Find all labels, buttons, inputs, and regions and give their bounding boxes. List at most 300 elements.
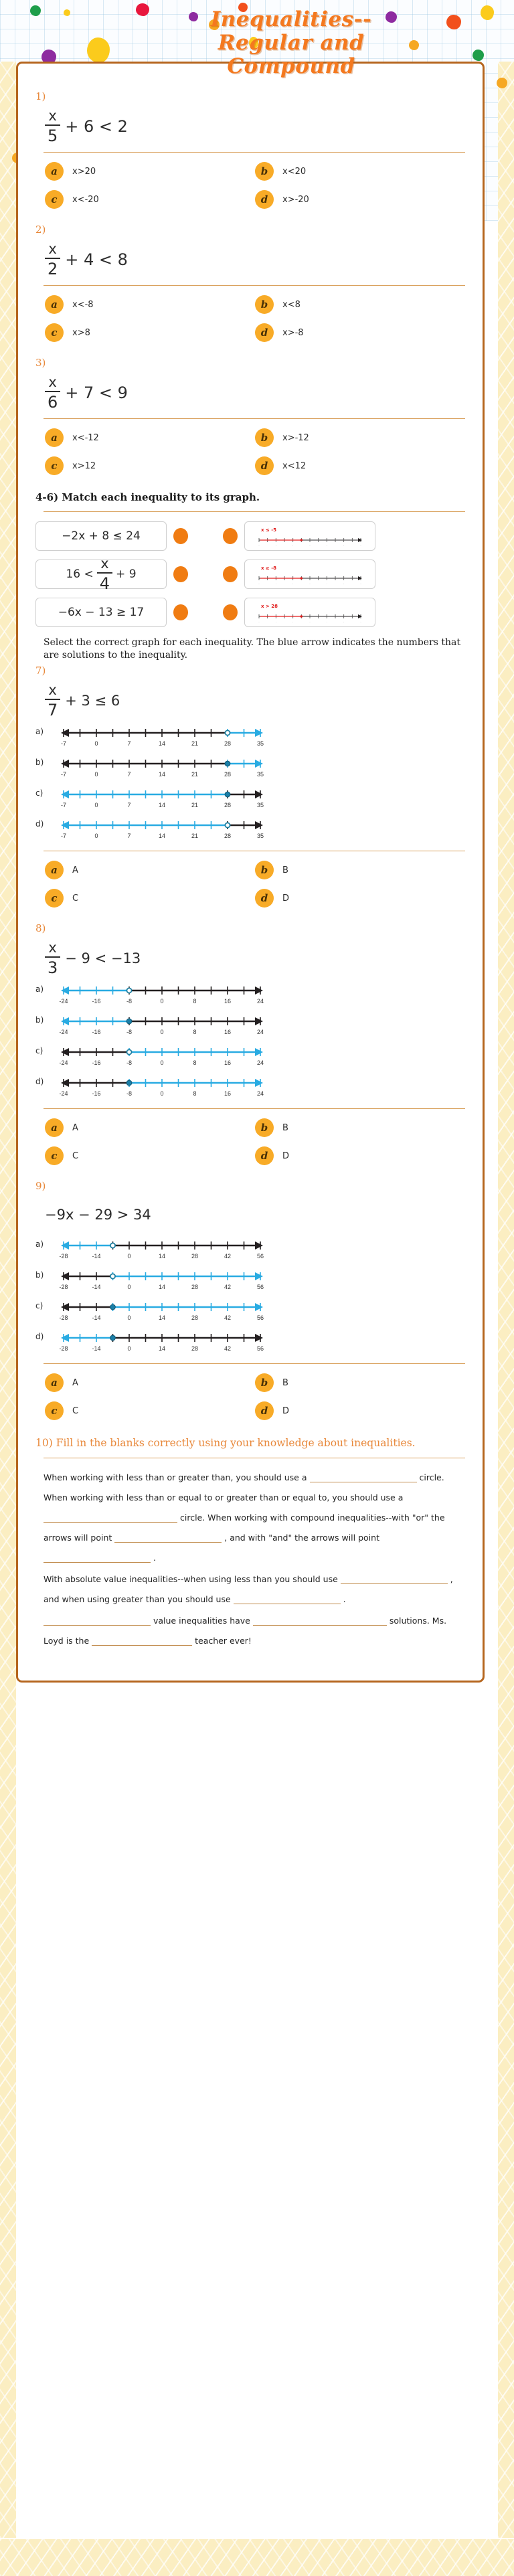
svg-text:28: 28 <box>191 1345 199 1352</box>
graph-question-8-choices <box>45 1118 465 1171</box>
paint-splatter-23 <box>481 5 494 20</box>
matching-rows <box>35 521 465 627</box>
fib-blank-3[interactable] <box>114 1533 222 1543</box>
choice-a[interactable] <box>45 428 255 447</box>
svg-text:56: 56 <box>256 1284 264 1290</box>
divider <box>44 152 465 153</box>
number-line-option-b[interactable] <box>35 753 465 781</box>
svg-text:-16: -16 <box>92 998 101 1005</box>
choice-c[interactable] <box>45 323 255 342</box>
choice-bubble-c[interactable]: c <box>45 323 64 342</box>
graph-question-9-choices <box>45 1373 465 1426</box>
fib-blank-6[interactable] <box>234 1594 341 1604</box>
choice-a[interactable] <box>45 295 255 314</box>
matching-inequality-box-1[interactable] <box>35 521 167 551</box>
choice-b[interactable] <box>255 295 465 314</box>
matching-inequality-box-2[interactable] <box>35 555 167 593</box>
number-line-option-a[interactable] <box>35 722 465 750</box>
svg-text:.: . <box>292 582 294 584</box>
svg-text:.: . <box>360 543 361 546</box>
expression-rest: + 3 ≤ 6 <box>65 693 120 709</box>
choice-label-a: A <box>72 865 78 875</box>
choice-label-b: x<20 <box>282 166 307 177</box>
svg-text:0: 0 <box>127 1345 131 1352</box>
question-expression-8 <box>45 941 465 976</box>
svg-text:28: 28 <box>191 1314 199 1321</box>
matching-connector-left-3[interactable] <box>173 604 188 620</box>
choice-a[interactable] <box>45 1118 255 1137</box>
choice-bubble-a[interactable]: a <box>45 295 64 314</box>
svg-text:0: 0 <box>94 771 98 778</box>
fraction-denominator: 3 <box>45 956 60 976</box>
fill-in-blanks-body <box>44 1468 465 1651</box>
graph-question-8 <box>35 922 465 1171</box>
svg-text:.: . <box>258 543 260 546</box>
number-line <box>52 1235 272 1263</box>
paint-splatter-1 <box>136 3 149 16</box>
number-line-letter: c) <box>35 1301 44 1310</box>
svg-text:-28: -28 <box>59 1253 68 1260</box>
svg-text:0: 0 <box>127 1314 131 1321</box>
fill-in-blanks-section <box>35 1436 465 1651</box>
svg-text:.: . <box>343 543 345 546</box>
choice-label-a: x>20 <box>72 166 96 177</box>
matching-connector-right-1[interactable] <box>223 528 238 544</box>
question-number-8: 8) <box>35 922 46 934</box>
choice-d[interactable] <box>255 456 465 475</box>
fraction-numerator: x <box>100 555 109 572</box>
svg-text:16: 16 <box>224 1059 232 1066</box>
svg-text:-14: -14 <box>92 1314 101 1321</box>
number-line-option-b[interactable] <box>35 1011 465 1039</box>
choice-d[interactable] <box>255 889 465 908</box>
svg-text:0: 0 <box>160 998 164 1005</box>
choice-bubble-d[interactable]: d <box>255 456 274 475</box>
fraction <box>45 375 60 410</box>
svg-text:.: . <box>343 582 345 584</box>
fib-text-3: , and with "and" the arrows will point <box>224 1533 379 1543</box>
choice-bubble-a[interactable]: a <box>45 162 64 181</box>
question-expression-7 <box>45 683 465 718</box>
svg-text:28: 28 <box>191 1284 199 1290</box>
choice-d[interactable] <box>255 1401 465 1420</box>
svg-text:-28: -28 <box>59 1284 68 1290</box>
svg-text:56: 56 <box>256 1253 264 1260</box>
svg-text:7: 7 <box>127 771 131 778</box>
choice-bubble-a[interactable]: a <box>45 1118 64 1137</box>
number-line <box>52 1041 272 1069</box>
svg-text:.: . <box>309 620 311 622</box>
svg-text:0: 0 <box>94 740 98 747</box>
divider <box>44 418 465 419</box>
question-number-1: 1) <box>35 90 46 102</box>
choice-bubble-d[interactable]: d <box>255 190 274 209</box>
divider <box>44 1108 465 1109</box>
matching-heading: 4-6) Match each inequality to its graph. <box>35 491 260 503</box>
matching-graph-box-2[interactable] <box>244 560 375 589</box>
svg-text:.: . <box>275 582 276 584</box>
choice-bubble-c[interactable]: c <box>45 456 64 475</box>
number-line-letter: d) <box>35 819 44 829</box>
choice-bubble-d[interactable]: d <box>255 1401 274 1420</box>
svg-text:8: 8 <box>193 1029 197 1035</box>
fib-line-3 <box>44 1611 465 1651</box>
worksheet-content-card <box>16 62 485 1683</box>
number-line <box>52 753 272 781</box>
svg-text:28: 28 <box>224 833 232 839</box>
number-line <box>52 1296 272 1324</box>
question-number-3: 3) <box>35 357 46 369</box>
matching-graph-label-3: x > 28 <box>261 603 278 609</box>
fib-text-6: , and when using greater than you should use <box>44 1574 453 1604</box>
svg-text:8: 8 <box>193 1059 197 1066</box>
choice-c[interactable] <box>45 1146 255 1165</box>
mini-number-line <box>254 533 366 546</box>
svg-text:.: . <box>275 620 276 622</box>
matching-inequality-box-3[interactable] <box>35 598 167 627</box>
fib-blank-8[interactable] <box>253 1616 387 1626</box>
svg-text:-24: -24 <box>59 1090 68 1097</box>
number-line <box>52 1011 272 1039</box>
question-3-choices <box>45 428 465 481</box>
matching-inequality-text: −6x − 13 ≥ 17 <box>58 606 145 619</box>
matching-graph-box-3[interactable] <box>244 598 375 627</box>
fib-blank-1[interactable] <box>310 1472 417 1482</box>
svg-text:-7: -7 <box>60 771 67 778</box>
choice-c[interactable] <box>45 190 255 209</box>
svg-text:-7: -7 <box>60 740 67 747</box>
choice-a[interactable] <box>45 162 255 181</box>
number-line-option-c[interactable] <box>35 784 465 812</box>
fib-blank-7[interactable] <box>44 1616 151 1626</box>
number-line <box>52 784 272 812</box>
choice-label-c: C <box>72 893 79 904</box>
choice-bubble-b[interactable]: b <box>255 295 274 314</box>
number-line-option-a[interactable] <box>35 1235 465 1263</box>
choice-bubble-b[interactable]: b <box>255 428 274 447</box>
choice-b[interactable] <box>255 1373 465 1392</box>
question-2-choices <box>45 295 465 347</box>
paint-splatter-15 <box>446 15 461 29</box>
choice-d[interactable] <box>255 323 465 342</box>
fraction <box>45 683 60 718</box>
svg-text:.: . <box>275 543 276 546</box>
svg-text:0: 0 <box>94 802 98 808</box>
svg-text:.: . <box>326 543 327 546</box>
question-1 <box>35 90 465 214</box>
svg-text:7: 7 <box>127 802 131 808</box>
mini-number-line <box>254 571 366 584</box>
fib-text-5: With absolute value inequalities--when using less than you should use <box>44 1574 338 1584</box>
choice-d[interactable] <box>255 1146 465 1165</box>
title-line-1: Inequalities-- <box>210 7 372 31</box>
paint-splatter-4 <box>87 37 110 63</box>
fib-blank-4[interactable] <box>44 1553 151 1563</box>
question-1-choices <box>45 162 465 214</box>
fib-line-2 <box>44 1569 465 1610</box>
choice-bubble-b[interactable]: b <box>255 162 274 181</box>
svg-text:42: 42 <box>224 1253 232 1260</box>
svg-text:-24: -24 <box>59 1059 68 1066</box>
question-expression-9 <box>45 1199 465 1231</box>
matching-row-1 <box>35 521 465 551</box>
choice-bubble-b[interactable]: b <box>255 1373 274 1392</box>
choice-label-c: x>12 <box>72 460 96 471</box>
question-expression-3 <box>45 375 465 410</box>
svg-text:16: 16 <box>224 998 232 1005</box>
number-line-letter: d) <box>35 1332 44 1341</box>
choice-c[interactable] <box>45 456 255 475</box>
svg-text:0: 0 <box>160 1029 164 1035</box>
question-3 <box>35 357 465 481</box>
fraction-numerator: x <box>48 108 57 124</box>
choice-b[interactable] <box>255 162 465 181</box>
choice-label-c: x>8 <box>72 327 90 338</box>
choice-label-d: x>-20 <box>282 194 309 205</box>
choice-a[interactable] <box>45 1373 255 1392</box>
svg-text:.: . <box>292 543 294 546</box>
svg-text:-8: -8 <box>126 1029 133 1035</box>
svg-text:42: 42 <box>224 1345 232 1352</box>
fraction-numerator: x <box>48 241 57 257</box>
choice-bubble-a[interactable]: a <box>45 428 64 447</box>
number-line-option-d[interactable] <box>35 1327 465 1355</box>
choice-bubble-d[interactable]: d <box>255 889 274 908</box>
choice-c[interactable] <box>45 1401 255 1420</box>
number-line-letter: c) <box>35 788 44 798</box>
graph-question-9 <box>35 1180 465 1426</box>
graph-question-7-choices <box>45 861 465 913</box>
choice-bubble-b[interactable]: b <box>255 861 274 879</box>
number-line <box>52 1266 272 1294</box>
matching-connector-left-1[interactable] <box>173 528 188 544</box>
paint-splatter-17 <box>473 50 484 61</box>
number-line-option-b[interactable] <box>35 1266 465 1294</box>
matching-graph-box-1[interactable] <box>244 521 375 551</box>
choice-bubble-a[interactable]: a <box>45 1373 64 1392</box>
matching-inequality-text: 16 < $\frac{x}{4}$ + 9 <box>66 555 137 593</box>
fib-line-1 <box>44 1468 465 1568</box>
choice-a[interactable] <box>45 861 255 879</box>
choice-bubble-c[interactable]: c <box>45 190 64 209</box>
svg-text:14: 14 <box>158 1253 166 1260</box>
choice-b[interactable] <box>255 428 465 447</box>
number-line-letter: a) <box>35 727 44 736</box>
svg-text:35: 35 <box>256 802 264 808</box>
question-number-9: 9) <box>35 1180 46 1192</box>
number-line-letter: b) <box>35 1270 44 1280</box>
svg-text:24: 24 <box>256 1059 264 1066</box>
graph-instruction: Select the correct graph for each inequality. The blue arrow indicates the numbers that are solutions to the inequality. <box>44 637 460 661</box>
fraction-numerator: x <box>48 940 57 956</box>
choice-label-d: D <box>282 893 290 904</box>
svg-text:.: . <box>326 582 327 584</box>
fraction <box>97 557 112 592</box>
fraction-denominator: 2 <box>45 258 60 277</box>
choice-bubble-c[interactable]: c <box>45 1146 64 1165</box>
svg-text:14: 14 <box>158 1284 166 1290</box>
choice-label-b: B <box>282 1122 288 1133</box>
fib-text-1: circle. When working with less than or equal to or greater than or equal to, you should use a <box>44 1472 444 1502</box>
svg-text:.: . <box>343 620 345 622</box>
divider <box>44 511 465 512</box>
choice-bubble-c[interactable]: c <box>45 889 64 908</box>
choice-label-c: C <box>72 1405 79 1416</box>
choice-label-d: x<12 <box>282 460 307 471</box>
svg-text:24: 24 <box>256 998 264 1005</box>
choice-label-b: B <box>282 1377 288 1388</box>
number-line-option-a[interactable] <box>35 980 465 1008</box>
fib-text-10: teacher ever! <box>195 1636 252 1646</box>
fraction-numerator: x <box>48 374 57 390</box>
svg-text:7: 7 <box>127 833 131 839</box>
svg-text:7: 7 <box>127 740 131 747</box>
number-line-option-d[interactable] <box>35 814 465 843</box>
svg-text:-7: -7 <box>60 802 67 808</box>
expression-rest: + 7 < 9 <box>65 383 128 402</box>
svg-text:28: 28 <box>224 740 232 747</box>
svg-text:56: 56 <box>256 1314 264 1321</box>
fib-blank-5[interactable] <box>341 1574 448 1584</box>
paint-splatter-24 <box>497 78 507 88</box>
fraction <box>45 109 60 144</box>
choice-label-b: B <box>282 865 288 875</box>
right-decor-strip <box>498 62 514 2538</box>
number-line-option-c[interactable] <box>35 1041 465 1069</box>
svg-text:21: 21 <box>191 771 199 778</box>
svg-text:-14: -14 <box>92 1284 101 1290</box>
choice-label-a: A <box>72 1122 78 1133</box>
choice-bubble-d[interactable]: d <box>255 1146 274 1165</box>
svg-text:0: 0 <box>94 833 98 839</box>
svg-text:-24: -24 <box>59 1029 68 1035</box>
svg-text:.: . <box>309 543 311 546</box>
choice-bubble-b[interactable]: b <box>255 1118 274 1137</box>
question-expression-1 <box>45 109 465 144</box>
fraction <box>45 941 60 976</box>
svg-text:56: 56 <box>256 1345 264 1352</box>
choice-bubble-c[interactable]: c <box>45 1401 64 1420</box>
mini-number-line <box>254 609 366 622</box>
svg-text:28: 28 <box>224 802 232 808</box>
paint-splatter-14 <box>64 9 70 16</box>
matching-connector-right-2[interactable] <box>223 566 238 582</box>
choice-label-d: D <box>282 1405 290 1416</box>
question-expression-2 <box>45 242 465 277</box>
svg-text:14: 14 <box>158 802 166 808</box>
number-line-option-d[interactable] <box>35 1072 465 1100</box>
svg-text:21: 21 <box>191 833 199 839</box>
svg-text:24: 24 <box>256 1090 264 1097</box>
svg-text:0: 0 <box>127 1284 131 1290</box>
choice-label-c: C <box>72 1150 79 1161</box>
matching-graph-label-1: x ≤ -5 <box>261 527 277 533</box>
svg-text:-24: -24 <box>59 998 68 1005</box>
svg-text:-14: -14 <box>92 1345 101 1352</box>
fraction-denominator: 7 <box>45 699 60 718</box>
choice-label-b: x>-12 <box>282 432 309 443</box>
bottom-decor-strip <box>0 2539 514 2576</box>
svg-text:8: 8 <box>193 998 197 1005</box>
matching-inequality-text: −2x + 8 ≤ 24 <box>62 529 141 543</box>
number-line <box>52 722 272 750</box>
question-number-2: 2) <box>35 224 46 236</box>
svg-text:0: 0 <box>160 1090 164 1097</box>
matching-row-2 <box>35 555 465 593</box>
page-title <box>151 8 432 78</box>
fib-blank-9[interactable] <box>92 1636 192 1646</box>
svg-text:.: . <box>360 620 361 622</box>
svg-text:-8: -8 <box>126 1059 133 1066</box>
expression-rest: + 6 < 2 <box>65 117 128 136</box>
svg-text:.: . <box>326 620 327 622</box>
svg-text:14: 14 <box>158 771 166 778</box>
svg-text:35: 35 <box>256 833 264 839</box>
title-line-2: Regular and <box>218 31 365 55</box>
choice-bubble-d[interactable]: d <box>255 323 274 342</box>
svg-text:24: 24 <box>256 1029 264 1035</box>
svg-text:14: 14 <box>158 740 166 747</box>
svg-text:35: 35 <box>256 740 264 747</box>
svg-text:-8: -8 <box>126 1090 133 1097</box>
svg-text:-16: -16 <box>92 1029 101 1035</box>
svg-text:0: 0 <box>127 1253 131 1260</box>
fib-text-2: circle. When working with compound inequalities--with "or" the arrows will point <box>44 1513 445 1543</box>
svg-text:-28: -28 <box>59 1345 68 1352</box>
svg-text:0: 0 <box>160 1059 164 1066</box>
svg-text:28: 28 <box>224 771 232 778</box>
number-line <box>52 980 272 1008</box>
title-line-3: Compound <box>227 54 355 78</box>
question-2 <box>35 224 465 347</box>
divider <box>44 1363 465 1364</box>
svg-text:-16: -16 <box>92 1090 101 1097</box>
matching-connector-left-2[interactable] <box>173 566 188 582</box>
fib-text-0: When working with less than or greater than, you should use a <box>44 1472 307 1482</box>
svg-text:21: 21 <box>191 802 199 808</box>
number-line-letter: b) <box>35 1015 44 1025</box>
svg-text:14: 14 <box>158 1314 166 1321</box>
svg-text:42: 42 <box>224 1314 232 1321</box>
svg-text:14: 14 <box>158 1345 166 1352</box>
svg-text:.: . <box>258 582 260 584</box>
choice-b[interactable] <box>255 1118 465 1137</box>
question-number-7: 7) <box>35 665 46 677</box>
choice-label-d: x>-8 <box>282 327 304 338</box>
svg-text:16: 16 <box>224 1029 232 1035</box>
fib-blank-2[interactable] <box>44 1513 177 1523</box>
questions-container <box>35 90 465 1651</box>
number-line <box>52 814 272 843</box>
fraction-denominator: 6 <box>45 391 60 410</box>
number-line-letter: d) <box>35 1077 44 1086</box>
svg-text:-28: -28 <box>59 1314 68 1321</box>
number-line <box>52 1327 272 1355</box>
number-line-option-c[interactable] <box>35 1296 465 1324</box>
choice-label-b: x<8 <box>282 299 301 310</box>
fraction <box>45 242 60 277</box>
number-line <box>52 1072 272 1100</box>
svg-text:28: 28 <box>191 1253 199 1260</box>
choice-d[interactable] <box>255 190 465 209</box>
svg-text:16: 16 <box>224 1090 232 1097</box>
fib-text-7: . <box>343 1594 346 1604</box>
choice-bubble-a[interactable]: a <box>45 861 64 879</box>
fraction-numerator: x <box>48 682 57 698</box>
choice-c[interactable] <box>45 889 255 908</box>
matching-connector-right-3[interactable] <box>223 604 238 620</box>
choice-b[interactable] <box>255 861 465 879</box>
